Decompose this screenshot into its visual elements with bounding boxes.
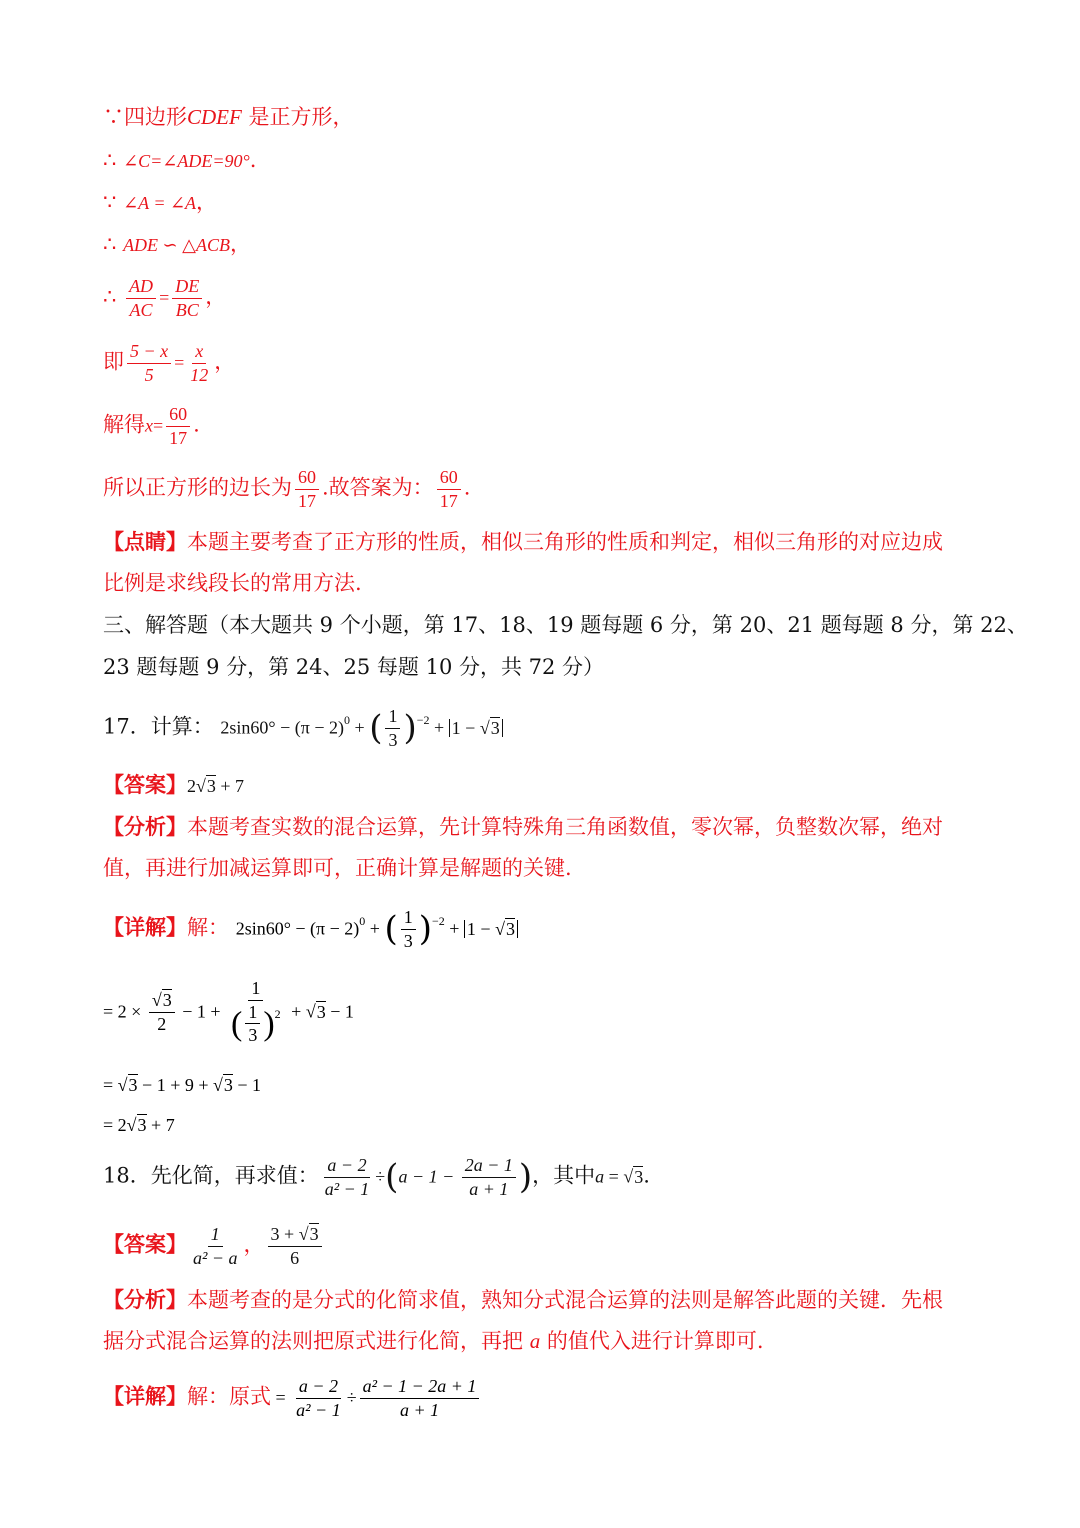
proof-line-3 — [103, 192, 217, 213]
text: 四边形 — [124, 105, 187, 129]
fraction — [360, 1376, 480, 1420]
punct: . — [463, 475, 471, 500]
section-text: 23 题每题 9 分，第 24、25 每题 10 分，共 72 分） — [103, 655, 605, 679]
note-line-1 — [103, 531, 943, 553]
variable: a — [595, 1166, 605, 1187]
numerator: x — [192, 341, 206, 364]
math: 1 − — [466, 918, 496, 939]
denominator: 17 — [298, 490, 316, 511]
math: 2sin60° − — [235, 918, 311, 939]
analysis-text: 的值代入进行计算即可. — [540, 1329, 764, 1353]
radicand: 3 — [206, 776, 216, 796]
proof-line-2 — [103, 150, 256, 171]
analysis-text: 本题考查的是分式的化简求值，熟知分式混合运算的法则是解答此题的关键．先根 — [187, 1288, 943, 1312]
question-label: 18．先化简，再求值： — [103, 1163, 319, 1188]
text: 解得 — [103, 412, 145, 437]
section-text: 三、解答题（本大题共 9 个小题，第 17、18、19 题每题 6 分，第 20、21 题每题 8 分，第 22、 — [103, 613, 1028, 637]
math: ADE ∽ △ACB — [123, 235, 230, 255]
plus: + — [286, 1001, 306, 1022]
radicand: 3 — [316, 1001, 326, 1022]
numerator: 1 — [245, 1002, 260, 1025]
divide: ÷ — [346, 1387, 357, 1408]
detail-tag: 【详解】 — [103, 914, 187, 940]
fraction — [437, 467, 461, 511]
section-heading-1 — [103, 615, 1028, 636]
question-label: 17．计算： — [103, 714, 214, 739]
proof-line-5 — [103, 276, 226, 320]
equals: = — [174, 352, 185, 373]
variable: a — [529, 1329, 541, 1353]
text: ，其中 — [532, 1163, 596, 1188]
analysis-tag: 【分析】 — [103, 1287, 187, 1312]
proof-line-1 — [103, 107, 354, 128]
denominator: 17 — [169, 427, 188, 448]
denominator: a² − a — [193, 1247, 238, 1268]
q17-step-2: = √3 − 1 + 9 + √3 − 1 — [103, 1075, 262, 1095]
equals: = — [604, 1166, 624, 1187]
numerator: AD — [126, 276, 156, 299]
denominator: 3 — [388, 729, 398, 750]
q18-analysis-2 — [103, 1331, 764, 1352]
fraction — [295, 467, 319, 511]
note-line-2 — [103, 573, 362, 594]
math: + 7 — [215, 776, 245, 796]
radicand: 3 — [223, 1075, 233, 1095]
exponent: −2 — [416, 712, 430, 727]
denominator: a² − 1 — [296, 1399, 341, 1420]
denominator: 3 — [403, 930, 413, 951]
equals: = — [159, 287, 170, 308]
detail-text: 解：原式 — [187, 1384, 271, 1409]
text: 所以正方形的边长为 — [103, 475, 292, 500]
math: + 7 — [146, 1115, 175, 1135]
radicand: 3 — [128, 1075, 138, 1095]
fraction — [172, 276, 202, 320]
detail-text: 解： — [187, 915, 229, 940]
fraction — [126, 276, 156, 320]
denominator: 12 — [190, 364, 209, 385]
math: 3 + — [270, 1224, 299, 1244]
analysis-text: 据分式混合运算的法则把原式进行化简，再把 — [103, 1329, 530, 1353]
math: 2 — [187, 776, 196, 796]
numerator: a − 2 — [296, 1376, 341, 1399]
numerator: 1 — [385, 706, 400, 729]
denominator: a + 1 — [469, 1178, 509, 1199]
absolute-value: 1 − √3 — [464, 920, 518, 938]
math: 1 − — [451, 717, 480, 738]
q17-answer: 【答案】2√3 + 7 — [103, 772, 245, 797]
note-tag: 【点睛】 — [103, 529, 187, 554]
radicand: 3 — [137, 1115, 147, 1135]
fraction: $\frac{3 + √3}{6}$ — [268, 1224, 322, 1268]
punct: ， — [214, 349, 236, 374]
denominator: a + 1 — [399, 1399, 440, 1420]
punct: . — [643, 1163, 650, 1188]
therefore-symbol: ∴ — [103, 284, 117, 309]
therefore-symbol: ∴ — [103, 148, 117, 172]
paren: ( — [310, 918, 317, 939]
denominator: AC — [129, 299, 153, 320]
math: a − 1 − — [398, 1166, 459, 1187]
fraction: 1 ( $\frac{1}{3}$ )$^2$ — [231, 978, 281, 1046]
punct: ， — [229, 232, 251, 256]
denominator: 5 — [144, 364, 154, 385]
proof-line-4 — [103, 234, 251, 255]
section-heading-2 — [103, 657, 604, 678]
proof-line-7 — [103, 404, 200, 448]
variable: x — [145, 415, 153, 436]
paren: ( — [294, 717, 301, 738]
fraction — [401, 907, 416, 951]
note-text: 比例是求线段长的常用方法. — [103, 571, 362, 595]
fraction — [166, 404, 190, 448]
equals: = — [271, 1387, 291, 1408]
punct: . — [249, 148, 257, 172]
denominator: a² − 1 — [324, 1178, 370, 1199]
fraction — [462, 1155, 516, 1199]
conclusion-line — [103, 467, 470, 511]
fraction — [293, 1376, 344, 1420]
equals: = — [153, 415, 164, 436]
radicand: 3 — [490, 717, 500, 738]
denominator: 3 — [248, 1025, 258, 1046]
punct: ， — [243, 1232, 265, 1257]
math: = — [103, 1075, 118, 1095]
denominator: 2 — [157, 1013, 167, 1034]
math: − 1 + 9 + — [137, 1075, 214, 1095]
numerator: 1 — [208, 1224, 223, 1247]
radicand: 3 — [634, 1166, 644, 1187]
math: π − 2 — [300, 717, 339, 738]
q17-step-1: = 2 × $\frac{√3}{2}$ − 1 + 1 ( $\frac{1}{3}$ )$^2$ + √3 − 1 — [103, 978, 354, 1046]
numerator: DE — [172, 276, 202, 299]
therefore-symbol: ∴ — [103, 232, 117, 256]
plus: + — [444, 918, 464, 939]
math: 2sin60° − — [220, 717, 295, 738]
numerator: 60 — [166, 404, 190, 427]
denominator: BC — [175, 299, 199, 320]
numerator: a² − 1 − 2a + 1 — [360, 1376, 480, 1399]
q17-analysis-2 — [103, 858, 572, 879]
analysis-tag: 【分析】 — [103, 814, 187, 839]
punct: . — [193, 412, 200, 437]
fraction: $\frac{√3}{2}$ — [149, 990, 175, 1034]
because-symbol: ∵ — [103, 190, 117, 214]
radicand: 3 — [505, 918, 515, 939]
punct: ， — [196, 190, 218, 214]
denominator: 6 — [290, 1247, 300, 1268]
analysis-text: 本题考查实数的混合运算，先计算特殊角三角函数值，零次幂，负整数次幂，绝对 — [187, 815, 943, 839]
math: = 2 × — [103, 1001, 146, 1022]
detail-tag: 【详解】 — [103, 1383, 187, 1409]
note-text: 本题主要考查了正方形的性质，相似三角形的性质和判定，相似三角形的对应边成 — [187, 530, 943, 554]
text: .故答案为： — [322, 475, 434, 500]
math: ∠C=∠ADE=90° — [123, 151, 250, 171]
because-symbol: ∵ — [103, 105, 124, 129]
exponent: 2 — [274, 1007, 281, 1021]
divide: ÷ — [375, 1166, 386, 1187]
text: 即 — [103, 349, 124, 374]
fraction — [322, 1155, 373, 1199]
numerator: 1 — [248, 978, 263, 1001]
numerator: 60 — [295, 467, 319, 490]
numerator: 5 − x — [127, 341, 171, 364]
fraction — [127, 341, 171, 385]
absolute-value: 1 − √3 — [449, 719, 503, 737]
q17-question: 17．计算： $2\sin 60^\circ - (\pi - 2)^0$ + ( $\frac{1}{3}$ )$^{-2}$ + 1 − √3 — [103, 706, 503, 750]
q18-question: 18．先化简，再求值： $\frac{a - 2}{\text{a² − 1}}$ ÷(a − 1 − $\frac{2a - 1}{a + 1}$ )，其中a = √3. — [103, 1155, 650, 1199]
math: − 1 — [232, 1075, 262, 1095]
fraction — [190, 1224, 241, 1268]
math: − 1 — [325, 1001, 354, 1022]
answer-tag: 【答案】 — [103, 772, 187, 797]
numerator: 1 — [401, 907, 416, 930]
math: CDEF — [187, 105, 242, 129]
exponent: −2 — [431, 913, 445, 928]
numerator: 2a − 1 — [462, 1155, 516, 1178]
answer-tag: 【答案】 — [103, 1231, 187, 1257]
analysis-text: 值，再进行加减运算即可，正确计算是解题的关键. — [103, 856, 572, 880]
q18-detail — [103, 1376, 482, 1420]
plus: + — [429, 717, 449, 738]
radicand: 3 — [162, 989, 172, 1010]
denominator: 17 — [439, 490, 458, 511]
exponent: 0 — [344, 712, 351, 727]
proof-line-6 — [103, 341, 235, 385]
q18-answer — [103, 1224, 325, 1268]
paren: ) — [353, 918, 360, 939]
radicand: 3 — [309, 1224, 319, 1244]
math: π − 2 — [316, 918, 354, 939]
math: − 1 + — [177, 1001, 226, 1022]
fraction — [187, 341, 211, 385]
text: 是正方形， — [241, 105, 354, 129]
plus: + — [350, 717, 370, 738]
punct: ， — [205, 284, 227, 309]
q17-analysis-1 — [103, 816, 943, 838]
q17-step-3: = 2√3 + 7 — [103, 1115, 175, 1135]
math: = 2 — [103, 1115, 127, 1135]
exponent: 0 — [359, 913, 366, 928]
plus: + — [365, 918, 385, 939]
paren: ) — [338, 717, 345, 738]
fraction — [385, 706, 400, 750]
numerator: a − 2 — [324, 1155, 369, 1178]
q18-analysis-1 — [103, 1289, 943, 1311]
numerator: 60 — [437, 467, 461, 490]
math: ∠A = ∠A — [123, 193, 197, 213]
q17-detail: 【详解】解： $2\sin 60^\circ - (\pi - 2)^0$ + ( $\frac{1}{3}$ )$^{-2}$ + 1 − √3 — [103, 907, 518, 951]
